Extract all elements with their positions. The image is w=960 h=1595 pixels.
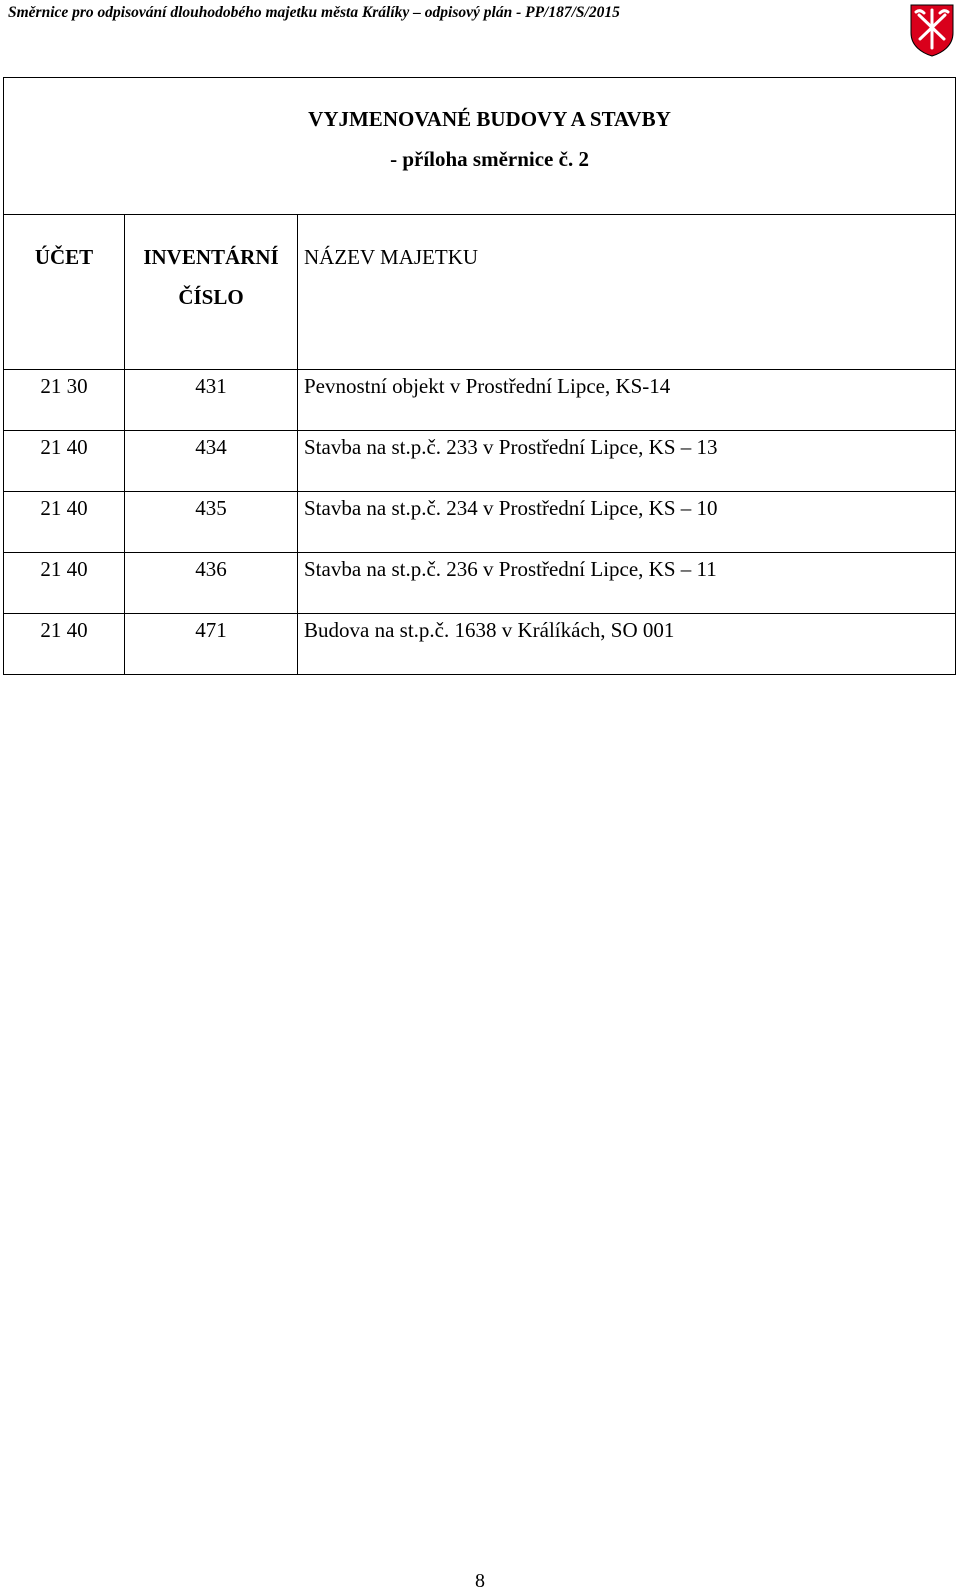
column-header-account: ÚČET <box>4 215 125 370</box>
column-header-name: NÁZEV MAJETKU <box>298 215 956 370</box>
table-row <box>4 431 956 492</box>
cell-name: Budova na st.p.č. 1638 v Králíkách, SO 001 <box>298 614 956 675</box>
table-row <box>4 614 956 675</box>
title-line-1: VYJMENOVANÉ BUDOVY A STAVBY <box>308 107 671 131</box>
cell-account: 21 40 <box>4 431 125 492</box>
cell-name: Pevnostní objekt v Prostřední Lipce, KS-14 <box>298 370 956 431</box>
table-row <box>4 492 956 553</box>
town-coat-of-arms-icon <box>908 3 956 57</box>
cell-inventory: 434 <box>125 431 298 492</box>
document-title <box>4 78 956 215</box>
column-header-inventory <box>125 215 298 370</box>
cell-inventory: 431 <box>125 370 298 431</box>
table-row <box>4 553 956 614</box>
title-line-2: - příloha směrnice č. 2 <box>390 147 589 171</box>
column-header-inventory-line1: INVENTÁRNÍ <box>143 245 279 269</box>
page-number: 8 <box>475 1570 485 1592</box>
cell-inventory: 471 <box>125 614 298 675</box>
buildings-table <box>3 77 956 675</box>
running-header: Směrnice pro odpisování dlouhodobého majetku města Králíky – odpisový plán - PP/187/S/2015 <box>8 4 620 21</box>
cell-name: Stavba na st.p.č. 233 v Prostřední Lipce, KS – 13 <box>298 431 956 492</box>
column-header-inventory-line2: ČÍSLO <box>178 285 244 309</box>
cell-account: 21 40 <box>4 553 125 614</box>
cell-name: Stavba na st.p.č. 236 v Prostřední Lipce, KS – 11 <box>298 553 956 614</box>
cell-account: 21 30 <box>4 370 125 431</box>
cell-inventory: 435 <box>125 492 298 553</box>
cell-account: 21 40 <box>4 614 125 675</box>
cell-account: 21 40 <box>4 492 125 553</box>
cell-name: Stavba na st.p.č. 234 v Prostřední Lipce, KS – 10 <box>298 492 956 553</box>
table-row <box>4 370 956 431</box>
cell-inventory: 436 <box>125 553 298 614</box>
